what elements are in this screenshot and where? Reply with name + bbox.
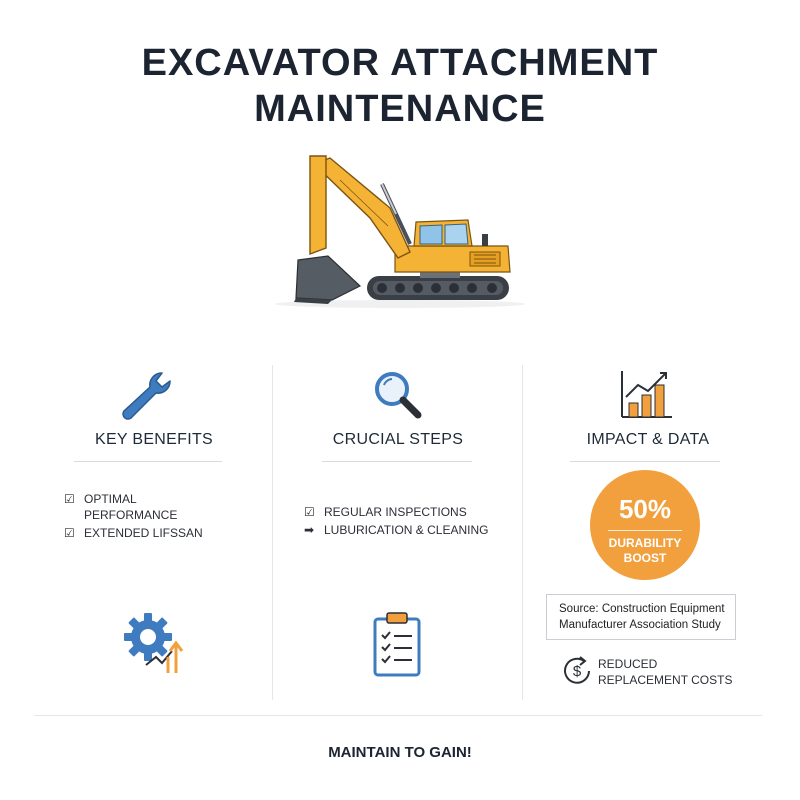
- key-benefits-column: [34, 365, 274, 705]
- key-benefits-heading: KEY BENEFITS: [94, 431, 213, 448]
- list-item: [304, 522, 514, 538]
- page-title: [0, 40, 800, 132]
- source-line-1: Source: Construction Equipment: [559, 603, 725, 615]
- crucial-steps-column: [278, 365, 518, 705]
- dollar-cycle-icon: [560, 654, 594, 688]
- list-item: [64, 491, 214, 523]
- crucial-steps-heading: CRUCIAL STEPS: [332, 431, 464, 448]
- heading-rule: [74, 461, 222, 462]
- gear-growth-icon: [122, 611, 188, 677]
- check-circle-icon: ☑: [64, 526, 75, 540]
- list-item-text: OPTIMAL PERFORMANCE: [84, 492, 178, 522]
- callout-line-2: REPLACEMENT COSTS: [598, 673, 733, 687]
- durability-stat-badge: [590, 470, 700, 580]
- title-line-2: MAINTENANCE: [254, 88, 546, 130]
- stat-divider: [608, 530, 682, 531]
- list-item: [64, 525, 214, 541]
- wrench-icon: [116, 367, 176, 423]
- arrow-circle-icon: ➡: [304, 523, 315, 537]
- source-box: [546, 594, 736, 640]
- footer-tagline: MAINTAIN TO GAIN!: [328, 744, 472, 761]
- title-line-1: EXCAVATOR ATTACHMENT: [141, 42, 659, 84]
- stat-label-line-2: BOOST: [623, 551, 667, 565]
- stat-value: 50%: [618, 494, 672, 524]
- heading-rule: [570, 461, 720, 462]
- reduced-costs-callout: [560, 654, 760, 688]
- source-line-2: Manufacturer Association Study: [559, 619, 721, 631]
- magnifier-icon: [370, 367, 430, 423]
- steps-list: [304, 504, 514, 540]
- stat-label: [590, 536, 700, 566]
- heading-rule: [322, 461, 472, 462]
- impact-data-heading: IMPACT & DATA: [586, 431, 710, 448]
- check-circle-icon: ☑: [64, 492, 75, 506]
- list-item-text: REGULAR INSPECTIONS: [324, 505, 467, 519]
- bar-chart-icon: [616, 367, 676, 423]
- callout-line-1: REDUCED: [598, 657, 658, 671]
- reduced-costs-text: [598, 656, 732, 688]
- clipboard-checklist-icon: [372, 611, 422, 677]
- excavator-illustration: [270, 148, 530, 318]
- stat-label-line-1: DURABILITY: [608, 536, 682, 550]
- column-divider: [522, 365, 523, 700]
- list-item-text: EXTENDED LIFSSAN: [84, 526, 203, 540]
- list-item-text: LUBURICATION & CLEANING: [324, 523, 489, 537]
- benefits-list: [64, 491, 214, 543]
- list-item: [304, 504, 514, 520]
- svg-text:$: $: [572, 663, 582, 680]
- check-circle-icon: ☑: [304, 505, 315, 519]
